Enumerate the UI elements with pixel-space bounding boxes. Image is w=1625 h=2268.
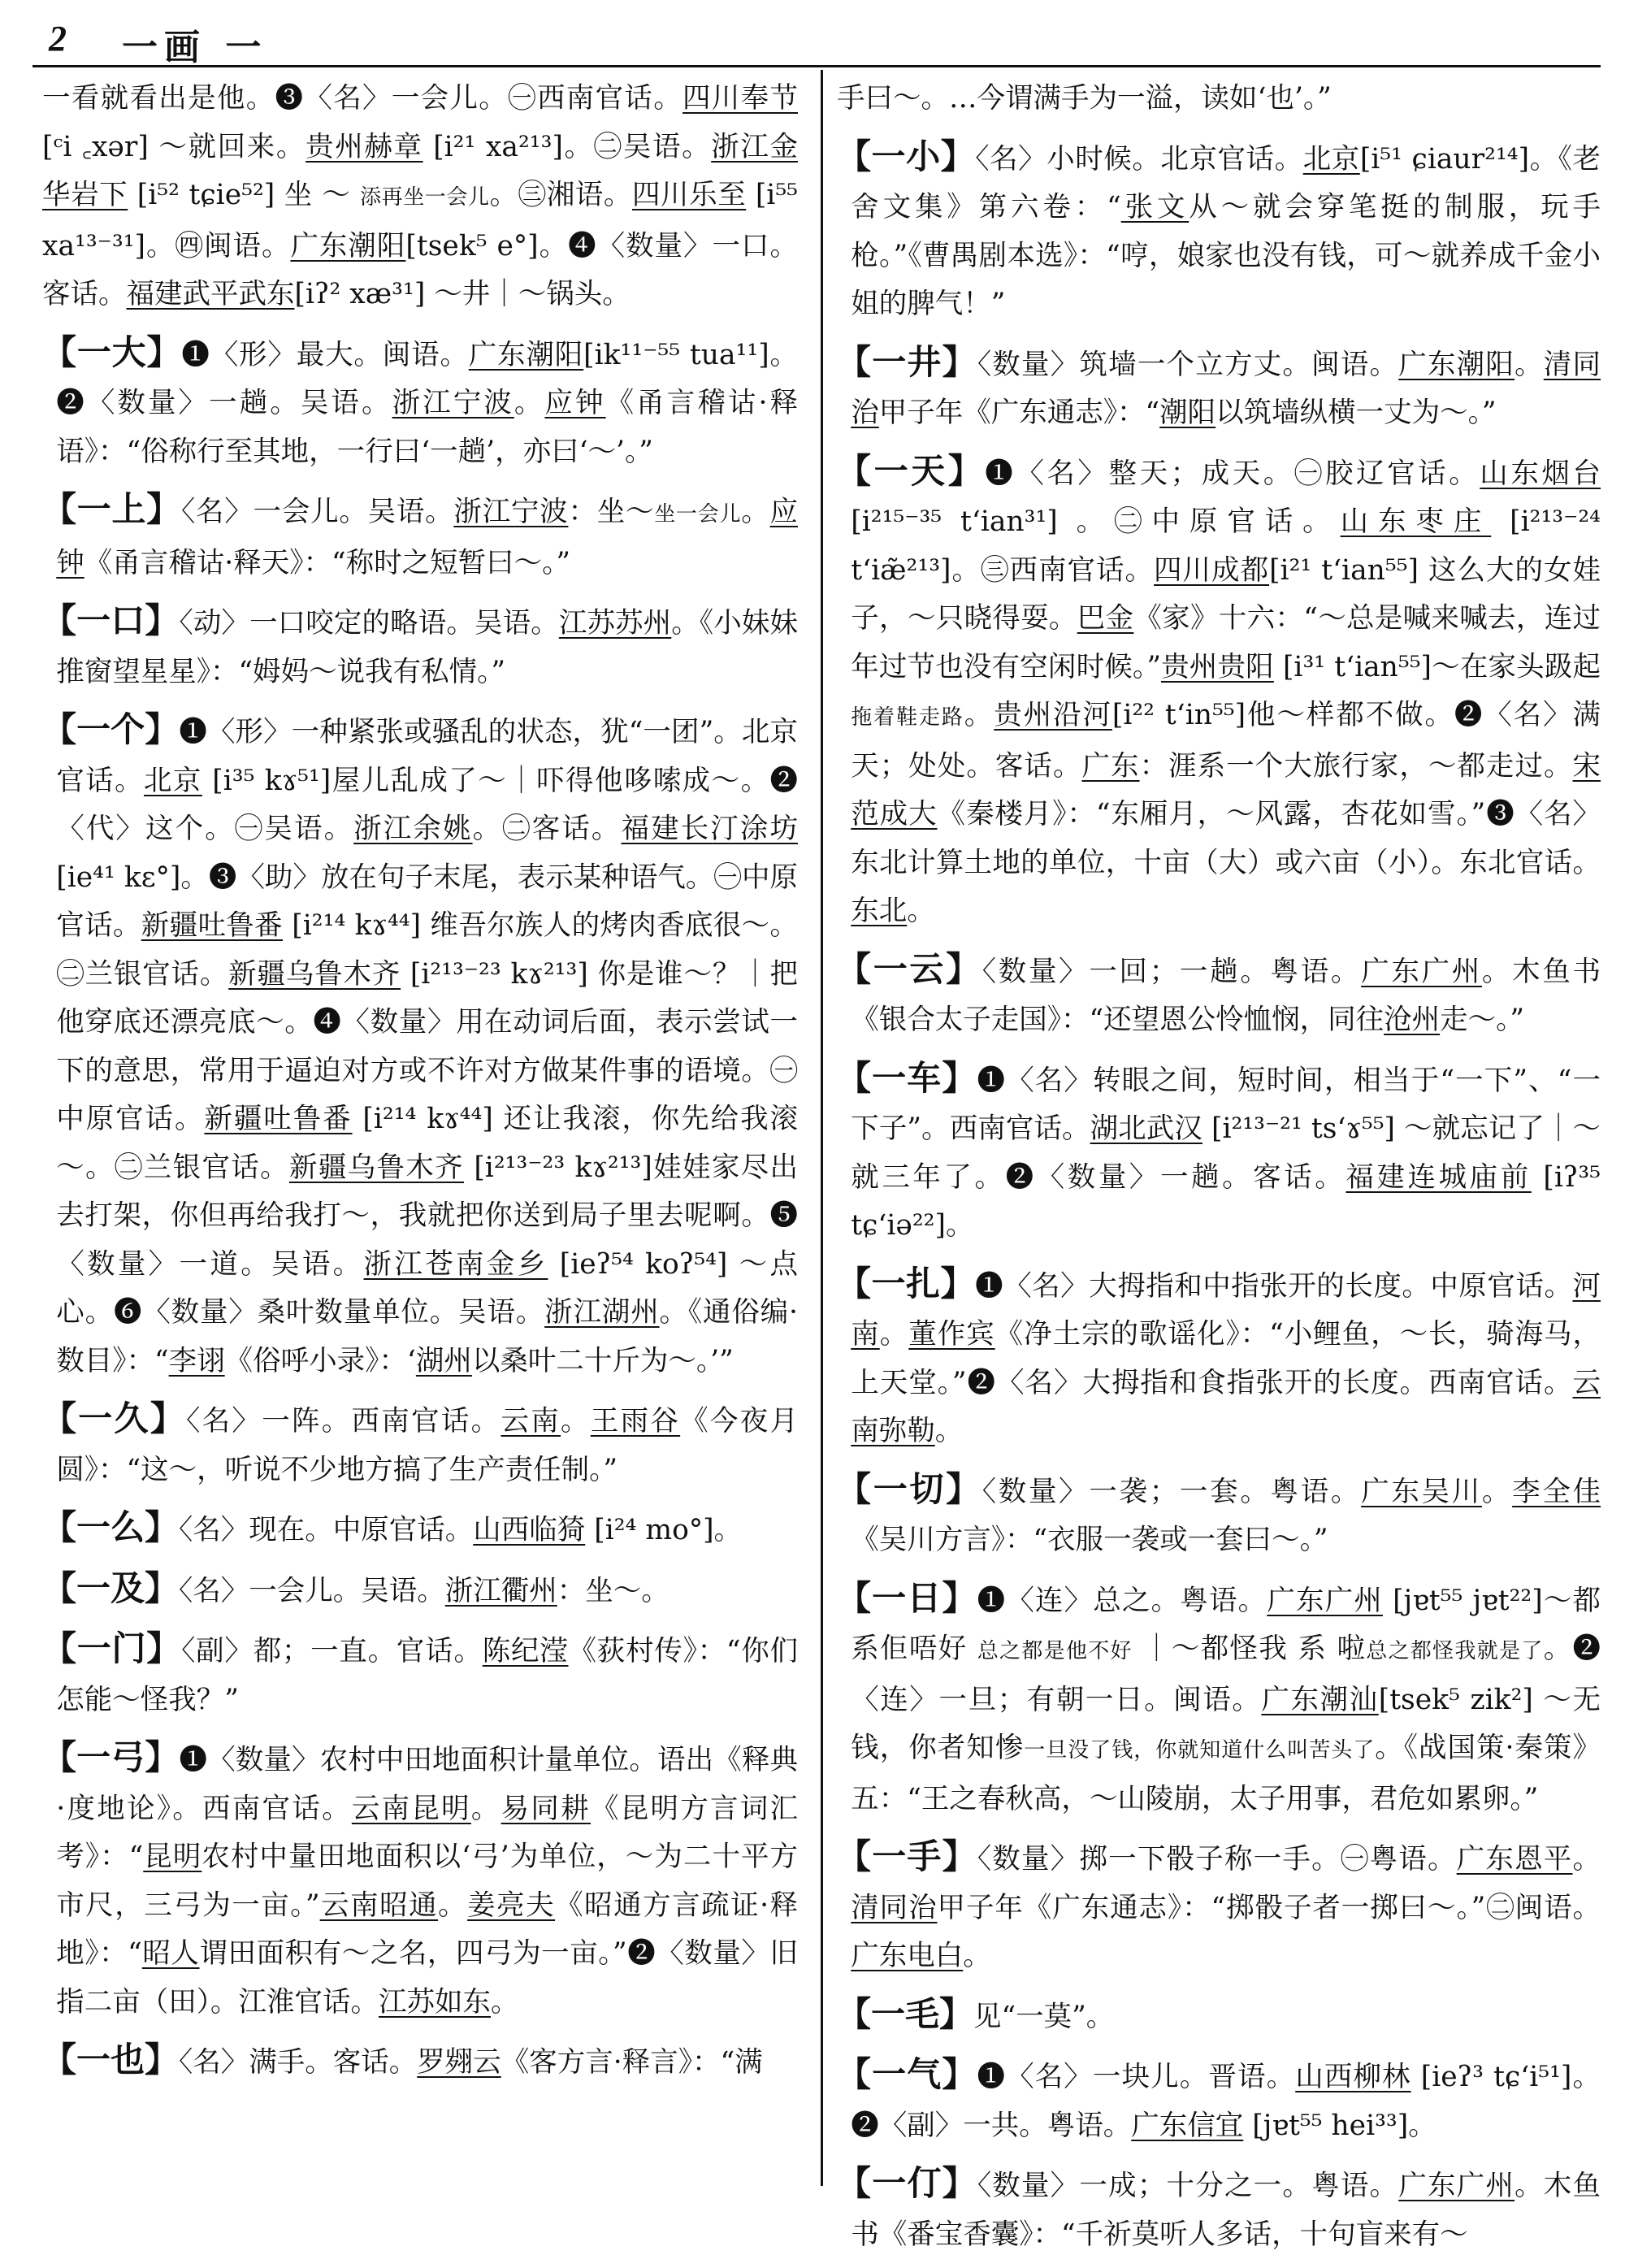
place-or-person-name: 云南昆明 [351, 1792, 471, 1825]
place-or-person-name: 浙江宁波 [453, 496, 569, 528]
entry-text: [iʔ³⁵ tɕʻiə²²]。 [851, 1160, 1601, 1242]
entry-text: [i²¹⁴ kɤ⁴⁴] 维吾尔族人的烤肉香底很～。㊁兰银官话。 [56, 909, 799, 991]
right-column [837, 75, 1601, 2268]
entry-text: [i²⁴ mo°]。 [585, 1514, 743, 1546]
dictionary-entry [837, 1465, 1601, 1565]
dictionary-entry [837, 1832, 1601, 1981]
gloss-note: 拖着鞋走路 [851, 705, 964, 730]
entry-text: 《甬言稽诂·释天》：“称时之短暂曰～。” [84, 546, 570, 579]
entry-text: 〈数量〉一成；十分之一。粤语。 [977, 2170, 1399, 2202]
entry-text: 。 [907, 895, 935, 927]
entry-text: 〈数量〉筑墙一个立方丈。闽语。 [977, 348, 1399, 381]
entry-text: [ieʔ⁵⁴ koʔ⁵⁴] ～点心。❻〈数量〉桑叶数量单位。吴语。 [56, 1247, 799, 1329]
place-or-person-name: 董作宾 [908, 1318, 995, 1351]
place-or-person-name: 山西柳林 [1295, 2061, 1411, 2093]
entry-text: 。 [1572, 1843, 1601, 1876]
place-or-person-name: 广东恩平 [1456, 1843, 1573, 1876]
entry-text: 《家》十六：“～总是喊来喊去，连过年过节也没有空闲时候。” [851, 602, 1601, 683]
dictionary-entry [837, 1260, 1601, 1456]
place-or-person-name: 山东枣庄 [1340, 505, 1492, 538]
entry-text: 。《小妹妹推窗望星星》：“姆妈～说我有私情。” [56, 607, 799, 688]
place-or-person-name: 福建连城庙前 [1346, 1160, 1532, 1194]
entry-text: 。 [491, 1985, 519, 2019]
entry-text: 《客方言·释言》：“满 [500, 2046, 763, 2079]
place-or-person-name: 广东广州 [1398, 2170, 1515, 2202]
place-or-person-name: 清同治 [851, 1891, 938, 1924]
entry-text: [i²² tʻin⁵⁵]他～样都不做。❷〈名〉满天；处处。客话。 [851, 699, 1601, 783]
place-or-person-name: 贵州赫章 [306, 130, 423, 163]
entry-text: 。 [879, 1318, 909, 1351]
entry-headword: 【一小】 [837, 136, 976, 176]
entry-text: 。 [1481, 1475, 1513, 1508]
entry-text: 。❷〈连〉一旦；有朝一日。闽语。 [851, 1633, 1601, 1716]
entry-text: 。《战国策·秦策》五：“王之春秋高，～山陵崩，太子用事，君危如累卵。” [851, 1732, 1601, 1815]
dictionary-entry [42, 328, 798, 477]
entry-text: 。㊂湘语。 [489, 179, 632, 211]
place-or-person-name: 福建长汀涂坊 [621, 813, 798, 845]
entry-text: ❶〈形〉一种紧张或骚乱的状态，犹“一团”。北京官话。 [56, 716, 798, 797]
entry-text: 《今夜月圆》：“这～，听说不少地方搞了生产责任制。” [56, 1405, 798, 1486]
entry-text: 。 [514, 387, 545, 419]
place-or-person-name: 新疆乌鲁木齐 [288, 1151, 465, 1184]
entry-text: 谓田面积有～之名，四弓为一亩。”❷〈数量〉旧指二亩（田）。江淮官话。 [56, 1937, 799, 2019]
entry-text: 《净土宗的歌谣化》：“小鲤鱼，～长，骑海马，上天堂。”❷〈名〉大拇指和食指张开的长度。西南官话。 [851, 1318, 1601, 1399]
entry-text: 从～就会穿笔挺的制服，玩手枪。”《曹禺剧本选》：“哼，娘家也没有钱，可～就养成千金小姐的脾气！” [851, 191, 1601, 320]
entry-text: 〈副〉都；一直。官话。 [181, 1635, 483, 1667]
place-or-person-name: 潮阳 [1159, 397, 1216, 429]
place-or-person-name: 张文 [1120, 191, 1190, 223]
entry-text: 。木鱼书《银合太子走国》：“还望恩公怜恤悯，同往 [851, 955, 1601, 1036]
section-title: 一画 一 [122, 27, 268, 68]
place-or-person-name: 广东 [1081, 749, 1140, 783]
entry-text: ❶〈连〉总之。粤语。 [977, 1584, 1268, 1617]
entry-headword: 【一口】 [42, 601, 180, 640]
place-or-person-name: 浙江湖州 [544, 1296, 660, 1329]
place-or-person-name: 广东广州 [1361, 955, 1482, 988]
entry-text: 。 [438, 1889, 468, 1922]
dictionary-entry [42, 596, 798, 696]
entry-text: 以筑墙纵横一丈为～。” [1216, 397, 1497, 429]
entry-headword: 【一么】 [42, 1507, 180, 1547]
entry-text: 〈名〉满手。客话。 [179, 2046, 418, 2079]
entry-text: [i²¹⁵⁻³⁵ tʻian³¹] 。㊁中原官话。 [851, 505, 1341, 538]
entry-text: [i⁵¹ ɕiaur²¹⁴]。《老舍文集》第六卷：“ [851, 142, 1601, 223]
place-or-person-name: 陈纪滢 [482, 1635, 569, 1667]
page-number: 2 [49, 19, 67, 59]
dictionary-entry [837, 75, 1601, 124]
header-rule [32, 65, 1601, 67]
entry-text: [i⁵² tɕie⁵²] 坐 ～ [128, 179, 361, 211]
place-or-person-name: 云南 [500, 1405, 561, 1438]
entry-text: [i²¹ xa²¹³]。㊁吴语。 [422, 130, 712, 163]
place-or-person-name: 浙江衢州 [444, 1574, 557, 1607]
entry-text: 甲子年《广东通志》：“ [878, 397, 1160, 429]
entry-text: ❶〈名〉大拇指和中指张开的长度。中原官话。 [975, 1269, 1573, 1303]
place-or-person-name: 清同治 [851, 348, 1601, 429]
page-header [49, 18, 1592, 67]
place-or-person-name: 山西临猗 [473, 1514, 586, 1546]
place-or-person-name: 昭人 [141, 1937, 200, 1970]
dictionary-entry [837, 338, 1601, 438]
dictionary-entry [42, 75, 798, 319]
entry-text: ❶〈形〉最大。闽语。 [181, 338, 469, 371]
entry-text: 《俗呼小录》：‘ [224, 1344, 416, 1377]
entry-text: 〈名〉现在。中原官话。 [179, 1514, 474, 1546]
entry-text: [i³⁵ kɤ⁵¹]屋儿乱成了～｜吓得他哆嗦成～。❷〈代〉这个。㊀吴语。 [56, 764, 798, 845]
place-or-person-name: 罗翙云 [417, 2046, 501, 2079]
place-or-person-name: 姜亮夫 [467, 1889, 556, 1922]
dictionary-entry [42, 705, 798, 1386]
dictionary-entry [42, 1564, 798, 1616]
entry-headword: 【一日】 [837, 1577, 977, 1618]
place-or-person-name: 李全佳 [1512, 1475, 1601, 1508]
place-or-person-name: 广东电白 [851, 1940, 964, 1972]
place-or-person-name: 四川成都 [1154, 553, 1270, 587]
place-or-person-name: 山东烟台 [1480, 457, 1601, 490]
place-or-person-name: 云南昭通 [319, 1889, 439, 1922]
place-or-person-name: 湖州 [415, 1344, 472, 1377]
place-or-person-name: 李诩 [168, 1344, 225, 1377]
place-or-person-name: 易同耕 [500, 1792, 591, 1825]
entry-headword: 【一上】 [42, 489, 182, 529]
entry-text: [jɐt⁵⁵ jɐt²²]～都系佢唔好 [851, 1584, 1601, 1665]
entry-headword: 【一久】 [42, 1399, 187, 1438]
entry-text: 。 [1514, 348, 1544, 381]
entry-headword: 【一扎】 [837, 1263, 976, 1303]
entry-headword: 【一仃】 [837, 2163, 977, 2203]
entry-text: ❶〈名〉一块儿。晋语。 [977, 2061, 1296, 2093]
entry-text: [tsek⁵ zik²] ～无钱，你者知惨 [851, 1683, 1601, 1764]
place-or-person-name: 新疆吐鲁番 [141, 909, 283, 942]
entry-headword: 【一也】 [42, 2040, 180, 2079]
entry-text: ：坐～。 [557, 1574, 670, 1607]
place-or-person-name: 广东潮汕 [1261, 1683, 1379, 1716]
gloss-note: 添再坐一会儿 [360, 185, 490, 210]
place-or-person-name: 四川乐至 [631, 179, 747, 211]
entry-headword: 【一毛】 [837, 1993, 974, 2034]
place-or-person-name: 北京 [1302, 142, 1360, 176]
entry-text: [i²¹³⁻²¹ tsʻɤ⁵⁵] ～就忘记了｜～就三年了。❷〈数量〉一趟。客话。 [851, 1112, 1601, 1194]
entry-text: 〈名〉一会儿。吴语。 [179, 1574, 445, 1607]
place-or-person-name: 广东潮阳 [1398, 348, 1515, 381]
dictionary-entry [837, 2159, 1601, 2259]
entry-headword: 【一云】 [837, 948, 982, 989]
entry-text: 见“一莫”。 [973, 2000, 1115, 2033]
entry-text: 〈数量〉掷一下骰子称一手。㊀粤语。 [977, 1843, 1457, 1876]
place-or-person-name: 浙江余姚 [353, 813, 473, 845]
entry-text: [tsek⁵ e°]。❹〈数量〉一口。客话。 [42, 229, 798, 310]
entry-text: [i²¹³⁻²³ kɤ²¹³] 你是谁～？｜把他穿底还漂亮底～。❹〈数量〉用在动词后面，表示尝试一下的意思，常用于逼迫对方或不许对方做某件事的语境。㊀中原官话。 [56, 957, 798, 1135]
entry-text: ：涯系一个大旅行家，～都走过。 [1139, 749, 1573, 783]
entry-text: 农村中量田地面积以‘弓’为单位，～为二十平方市尺，三弓为一亩。” [56, 1841, 799, 1922]
entry-text: 。 [934, 1415, 964, 1447]
entry-text: 甲子年《广东通志》：“掷骰子者一掷曰～。”㊁闽语。 [937, 1891, 1601, 1924]
place-or-person-name: 河南 [851, 1269, 1601, 1351]
place-or-person-name: 巴金 [1077, 602, 1134, 635]
place-or-person-name: 应钟 [544, 387, 606, 419]
place-or-person-name: 昆明 [143, 1841, 202, 1873]
place-or-person-name: 云南弥勒 [851, 1366, 1601, 1447]
place-or-person-name: 宋范成大 [851, 749, 1601, 830]
dictionary-entry [42, 1624, 798, 1724]
place-or-person-name: 贵州贵阳 [1160, 650, 1274, 683]
dictionary-entry [837, 1990, 1601, 2042]
place-or-person-name: 新疆乌鲁木齐 [228, 957, 401, 991]
place-or-person-name: 广东信宜 [1131, 2109, 1244, 2142]
place-or-person-name: 湖北武汉 [1090, 1112, 1202, 1145]
entry-text: [i²¹ tʻian⁵⁵] 这么大的女娃子，～只晓得耍。 [851, 553, 1601, 635]
entry-text: 《荻村传》：“你们怎能～怪我？” [56, 1635, 799, 1716]
entry-text: [ie⁴¹ kɛ°]。❸〈助〉放在句子末尾，表示某种语气。㊀中原官话。 [56, 861, 798, 942]
dictionary-entry [42, 1503, 798, 1555]
column-divider [821, 70, 823, 2186]
place-or-person-name: 东北 [851, 895, 908, 927]
entry-text: [ik¹¹⁻⁵⁵ tua¹¹]。❷〈数量〉一趟。吴语。 [56, 338, 799, 419]
entry-text: 。 [963, 1940, 991, 1972]
entry-text: [i²¹³⁻²³ kɤ²¹³]娃娃家尽出去打架，你但再给我打～，我就把你送到局子里去呢啊。❺〈数量〉一道。吴语。 [56, 1151, 799, 1281]
entry-text: ❶〈名〉转眼之间，短时间，相当于“一下”、“一下子”。西南官话。 [851, 1064, 1601, 1145]
place-or-person-name: 广东广州 [1267, 1584, 1383, 1617]
entry-text: 。 [741, 496, 770, 528]
entry-headword: 【一车】 [837, 1057, 977, 1098]
gloss-note: 总之都是他不好 [977, 1639, 1133, 1663]
entry-headword: 【一井】 [837, 341, 977, 382]
entry-text: 。木鱼书《番宝香囊》：“千祈莫听人多话，十句盲来有～ [851, 2170, 1601, 2251]
place-or-person-name: 北京 [144, 764, 202, 797]
entry-text: 〈动〉一口咬定的略语。吴语。 [179, 607, 559, 640]
entry-text: [ᶜi ꜀xər] ～就回来。 [42, 130, 306, 163]
entry-text: ｜～都怪我 系 啦 [1132, 1633, 1367, 1665]
place-or-person-name: 江苏如东 [379, 1985, 491, 2019]
gloss-note: 坐一会儿 [654, 502, 742, 527]
entry-text: 〈名〉一阵。西南官话。 [186, 1405, 501, 1438]
place-or-person-name: 沧州 [1384, 1004, 1441, 1036]
place-or-person-name: 新疆吐鲁番 [204, 1103, 353, 1135]
gloss-note: 一旦没了钱，你就知道什么叫苦头了 [1024, 1738, 1376, 1763]
place-or-person-name: 王雨谷 [590, 1405, 681, 1438]
dictionary-entry [42, 1733, 798, 2027]
gloss-note: 总之都怪我就是了 [1366, 1639, 1544, 1663]
left-column [42, 75, 798, 2097]
entry-text: 。《通俗编·数目》：“ [56, 1296, 798, 1377]
entry-text: 〈数量〉一回；一趟。粤语。 [982, 955, 1362, 988]
entry-text: 〈数量〉一袭；一套。粤语。 [982, 1475, 1362, 1508]
place-or-person-name: 应钟 [56, 496, 799, 579]
entry-text: 〈名〉小时候。北京官话。 [975, 142, 1303, 176]
dictionary-entry [837, 132, 1601, 329]
entry-headword: 【一天】 [837, 450, 986, 491]
place-or-person-name: 福建武平武东 [126, 278, 295, 310]
entry-text: 《吴川方言》：“衣服一袭或一套曰～。” [851, 1524, 1328, 1556]
place-or-person-name: 广东吴川 [1361, 1475, 1482, 1508]
dictionary-entry [42, 1394, 798, 1494]
place-or-person-name: 浙江金华岩下 [42, 130, 798, 211]
place-or-person-name: 四川奉节 [682, 82, 799, 115]
entry-headword: 【一大】 [42, 332, 182, 372]
entry-text: 。 [964, 699, 994, 731]
entry-text: 以桑叶二十斤为～。’” [471, 1344, 734, 1377]
dictionary-entry [42, 485, 798, 588]
entry-text: 《昭通方言疏证·释地》：“ [56, 1889, 799, 1970]
place-or-person-name: 贵州沿河 [994, 699, 1112, 731]
entry-headword: 【一及】 [42, 1568, 180, 1608]
entry-text: 。 [561, 1405, 591, 1438]
place-or-person-name: 浙江苍南金乡 [363, 1247, 548, 1281]
place-or-person-name: 广东潮阳 [468, 338, 584, 371]
dictionary-entry [837, 945, 1601, 1045]
entry-text: [i²¹³⁻²⁴ tʻiæ̃²¹³]。㊂西南官话。 [851, 505, 1601, 587]
place-or-person-name: 江苏苏州 [558, 607, 672, 640]
place-or-person-name: 广东潮阳 [290, 229, 406, 262]
entry-text: [jɐt⁵⁵ hei³³]。 [1243, 2109, 1436, 2142]
entry-text: 〈名〉一会儿。吴语。 [181, 496, 454, 528]
entry-text: [i⁵⁵ xa¹³⁻³¹]。㊃闽语。 [42, 179, 798, 262]
dictionary-entry [837, 447, 1601, 936]
dictionary-entry [837, 1574, 1601, 1824]
entry-text: ：坐～ [568, 496, 655, 528]
entry-text: [i²¹⁴ kɤ⁴⁴] 还让我滚，你先给我滚～。㊁兰银官话。 [56, 1103, 799, 1184]
place-or-person-name: 浙江宁波 [392, 387, 514, 419]
entry-headword: 【一手】 [837, 1837, 977, 1876]
entry-text: ❶〈名〉整天；成天。㊀胶辽官话。 [985, 457, 1480, 490]
entry-headword: 【一弓】 [42, 1737, 180, 1777]
entry-text: 《秦楼月》：“东厢月，～风露，杏花如雪。”❸〈名〉东北计算土地的单位，十亩（大）或六亩（小）。东北官话。 [851, 798, 1601, 879]
dictionary-entry [837, 2050, 1601, 2150]
entry-text: 。㊁客话。 [472, 813, 622, 845]
dictionary-entry [837, 1054, 1601, 1251]
entry-headword: 【一个】 [42, 709, 180, 749]
entry-text: [i³¹ tʻian⁵⁵]～在家头趿起 [1273, 650, 1601, 683]
entry-headword: 【一气】 [837, 2054, 977, 2094]
entry-headword: 【一切】 [837, 1468, 982, 1509]
entry-text: 。 [470, 1792, 501, 1825]
entry-text: 一看就看出是他。❸〈名〉一会儿。㊀西南官话。 [42, 82, 683, 115]
entry-text: 走～。” [1440, 1004, 1525, 1036]
entry-text: 手曰～。…今谓满手为一溢，读如‘也’。” [837, 82, 1332, 115]
entry-text: 《昆明方言词汇考》：“ [56, 1792, 799, 1873]
entry-text: [iʔ² xæ³¹] ～井｜～锅头。 [294, 278, 630, 310]
entry-text: ❶〈数量〉农村中田地面积计量单位。语出《释典·度地论》。西南官话。 [56, 1744, 798, 1825]
entry-text: 《甬言稽诂·释语》：“俗称行至其地，一行曰‘一趟’，亦曰‘～’。” [56, 387, 799, 468]
entry-headword: 【一门】 [42, 1628, 182, 1668]
dictionary-entry [42, 2036, 798, 2088]
entry-text: [ieʔ³ tɕʻi⁵¹]。❷〈副〉一共。粤语。 [851, 2061, 1601, 2142]
